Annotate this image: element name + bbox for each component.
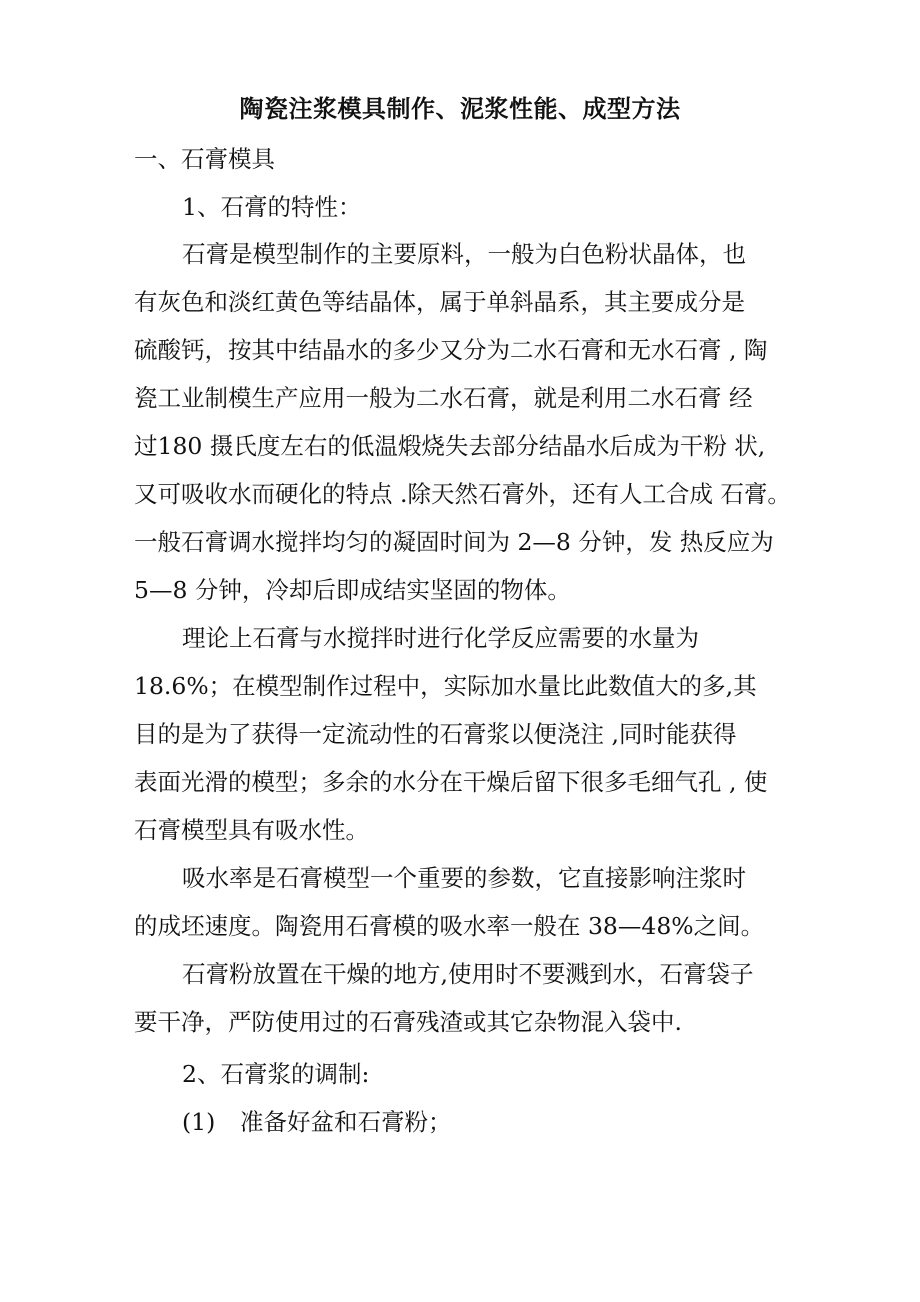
paragraph-line: 石膏模型具有吸水性。 (134, 816, 369, 844)
paragraph-line: 有灰色和淡红黄色等结晶体，属于单斜晶系，其主要成分是 (134, 288, 745, 316)
paragraph-line: 理论上石膏与水搅拌时进行化学反应需要的水量为 (182, 624, 699, 652)
list-item (182, 1105, 452, 1139)
section-heading: 一、石膏模具 (134, 145, 275, 173)
paragraph-line: 吸水率是石膏模型一个重要的参数，它直接影响注浆时 (182, 864, 746, 892)
paragraph-line: 过180 摄氏度左右的低温煅烧失去部分结晶水后成为干粉 状, (134, 432, 766, 460)
paragraph-line: 要干净，严防使用过的石膏残渣或其它杂物混入袋中. (134, 1008, 682, 1036)
paragraph-line: 目的是为了获得一定流动性的石膏浆以便浇注 ,同时能获得 (134, 720, 737, 748)
document-title: 陶瓷注浆模具制作、泥浆性能、成型方法 (239, 94, 681, 123)
paragraph-line: 瓷工业制模生产应用一般为二水石膏，就是利用二水石膏 经 (134, 384, 753, 412)
paragraph-line: 18.6%；在模型制作过程中，实际加水量比此数值大的多,其 (134, 672, 757, 700)
paragraph-line: 石膏粉放置在干燥的地方,使用时不要溅到水，石膏袋子 (182, 960, 754, 988)
subsection-heading: 1、石膏的特性： (182, 193, 362, 221)
paragraph-line: 硫酸钙，按其中结晶水的多少又分为二水石膏和无水石膏 , 陶 (134, 336, 768, 364)
list-item-number: (1) (182, 1108, 216, 1136)
paragraph-line: 的成坯速度。陶瓷用石膏模的吸水率一般在 38—48%之间。 (134, 912, 765, 940)
paragraph-line: 一般石膏调水搅拌均匀的凝固时间为 2—8 分钟，发 热反应为 (134, 528, 774, 556)
paragraph-line: 5—8 分钟，冷却后即成结实坚固的物体。 (134, 576, 571, 604)
list-item-text: 准备好盆和石膏粉； (240, 1108, 452, 1136)
paragraph-line: 石膏是模型制作的主要原料，一般为白色粉状晶体，也 (182, 240, 746, 268)
subsection-heading: 2、石膏浆的调制: (182, 1060, 370, 1088)
paragraph-line: 表面光滑的模型；多余的水分在干燥后留下很多毛细气孔 , 使 (134, 768, 768, 796)
paragraph-line: 又可吸收水而硬化的特点 .除天然石膏外，还有人工合成 石膏。 (134, 480, 791, 508)
